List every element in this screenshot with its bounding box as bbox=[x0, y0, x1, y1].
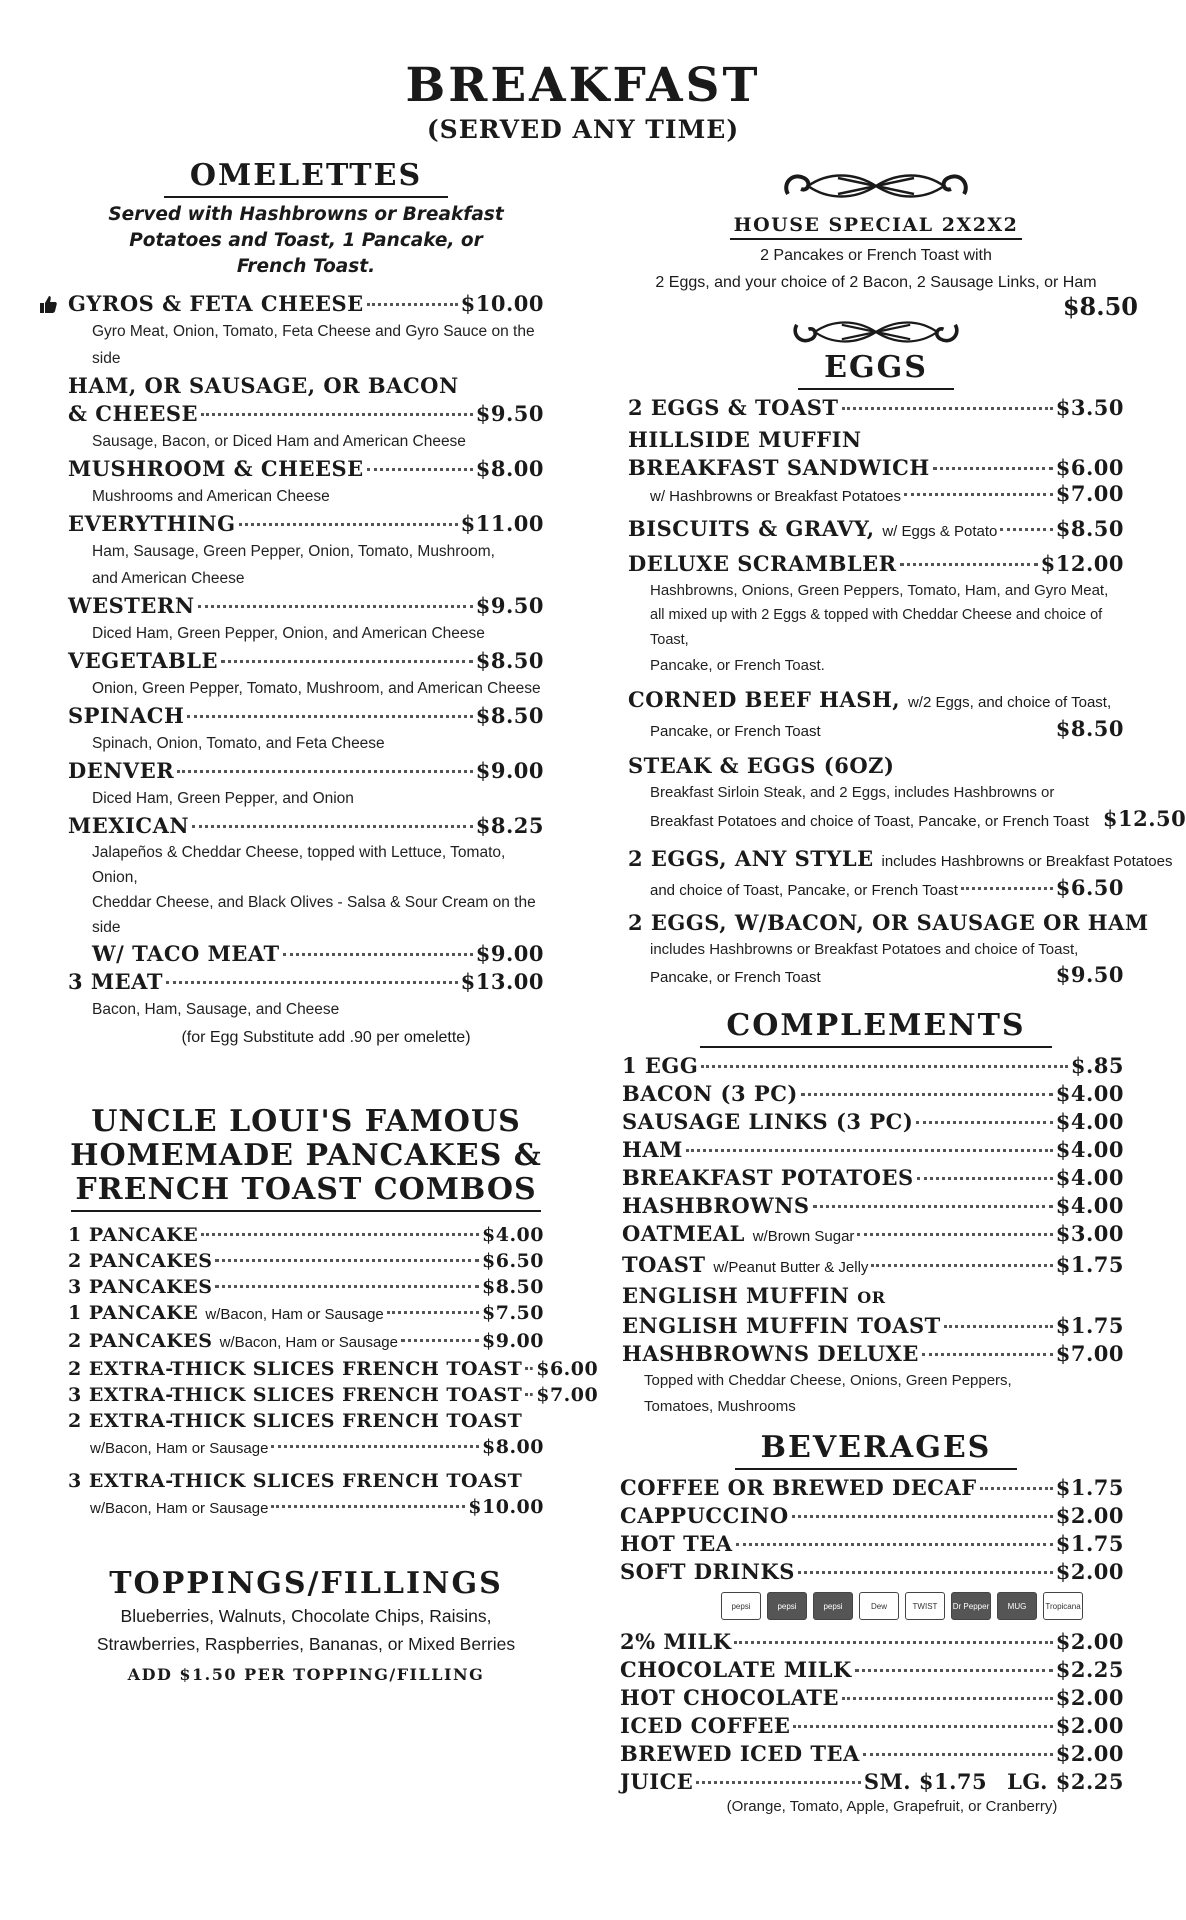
thumbs-up-icon bbox=[38, 294, 58, 314]
menu-item: OATMEAL w/Brown Sugar $3.00 bbox=[622, 1221, 1124, 1246]
egg-substitute-note: (for Egg Substitute add .90 per omelette) bbox=[181, 1029, 471, 1046]
menu-item: ENGLISH MUFFIN TOAST $1.75 bbox=[622, 1313, 1124, 1338]
menu-item-option: w/ Hashbrowns or Breakfast Potatoes $7.00 bbox=[650, 481, 1124, 506]
house-special-price: $8.50 bbox=[1062, 292, 1138, 321]
menu-item: SAUSAGE LINKS (3 PC) $4.00 bbox=[622, 1109, 1124, 1134]
menu-item: GYROS & FETA CHEESE $10.00 bbox=[68, 291, 544, 316]
item-description: (Orange, Tomato, Apple, Grapefruit, or Cranberry) bbox=[726, 1798, 1058, 1815]
item-description: Topped with Cheddar Cheese, Onions, Green Peppers, bbox=[644, 1372, 1012, 1389]
menu-item-heading: 2 EGGS, W/BACON, OR SAUSAGE OR HAM bbox=[628, 910, 1149, 935]
item-description: Mushrooms and American Cheese bbox=[92, 488, 330, 505]
menu-item: HOT TEA $1.75 bbox=[620, 1531, 1124, 1556]
item-description: includes Hashbrowns or Breakfast Potatoes and choice of Toast, bbox=[650, 941, 1079, 958]
toppings-heading: TOPPINGS/FILLINGS bbox=[109, 1566, 503, 1601]
menu-item: HASHBROWNS $4.00 bbox=[622, 1193, 1124, 1218]
soft-drink-logos bbox=[680, 1592, 1124, 1620]
menu-item: 2% MILK $2.00 bbox=[620, 1629, 1124, 1654]
menu-item: w/Bacon, Ham or Sausage $8.00 bbox=[90, 1436, 544, 1458]
item-description: Breakfast Sirloin Steak, and 2 Eggs, includes Hashbrowns or bbox=[650, 784, 1055, 801]
complements-list bbox=[622, 1052, 1124, 1420]
menu-item: 1 PANCAKE $4.00 bbox=[68, 1224, 544, 1246]
sierra-mist-twist-logo-icon: TWIST bbox=[905, 1592, 945, 1620]
item-description: Diced Ham, Green Pepper, and Onion bbox=[92, 790, 354, 807]
menu-item: Pancake, or French Toast $9.50 bbox=[650, 962, 1124, 987]
pancakes-list bbox=[68, 1222, 599, 1522]
flourish-ornament-icon bbox=[778, 314, 974, 350]
flourish-ornament-icon bbox=[778, 166, 974, 206]
menu-item: CAPPUCCINO $2.00 bbox=[620, 1503, 1124, 1528]
menu-item: and choice of Toast, Pancake, or French Toast $6.50 bbox=[650, 875, 1124, 900]
item-description: Pancake, or French Toast. bbox=[650, 657, 825, 674]
menu-item: 2 EGGS & TOAST $3.50 bbox=[628, 395, 1124, 420]
menu-item: EVERYTHING $11.00 bbox=[68, 511, 544, 536]
menu-item: BISCUITS & GRAVY, w/ Eggs & Potato $8.50 bbox=[628, 516, 1124, 541]
menu-item: 3 PANCAKES $8.50 bbox=[68, 1276, 544, 1298]
menu-item: VEGETABLE $8.50 bbox=[68, 648, 544, 673]
menu-item: BACON (3 PC) $4.00 bbox=[622, 1081, 1124, 1106]
menu-item: BREAKFAST POTATOES $4.00 bbox=[622, 1165, 1124, 1190]
menu-item: CHOCOLATE MILK $2.25 bbox=[620, 1657, 1124, 1682]
item-description: all mixed up with 2 Eggs & topped with Cheddar Cheese and choice of Toast, bbox=[650, 607, 1103, 648]
menu-item: WESTERN $9.50 bbox=[68, 593, 544, 618]
menu-item-heading: 2 EGGS, ANY STYLE includes Hashbrowns or Breakfast Potatoes bbox=[628, 846, 1173, 871]
menu-subtitle: (SERVED ANY TIME) bbox=[426, 115, 740, 144]
menu-item: 3 EXTRA-THICK SLICES FRENCH TOAST $7.00 bbox=[68, 1384, 599, 1406]
item-description: Onion, Green Pepper, Tomato, Mushroom, and American Cheese bbox=[92, 680, 541, 697]
omelettes-list bbox=[68, 290, 544, 1053]
menu-item: JUICE SM. $1.75 LG. $2.25 bbox=[620, 1769, 1124, 1794]
menu-item: w/Bacon, Ham or Sausage $10.00 bbox=[90, 1496, 544, 1518]
menu-item: DELUXE SCRAMBLER $12.00 bbox=[628, 551, 1124, 576]
menu-item-heading: STEAK & EGGS (6OZ) bbox=[628, 753, 895, 778]
beverages-heading: BEVERAGES bbox=[628, 1430, 1124, 1470]
menu-header bbox=[0, 58, 1166, 146]
toppings-line: Blueberries, Walnuts, Chocolate Chips, Raisins, bbox=[120, 1606, 492, 1626]
item-description: Gyro Meat, Onion, Tomato, Feta Cheese and Gyro Sauce on the side bbox=[92, 323, 535, 367]
item-description: Jalapeños & Cheddar Cheese, topped with Lettuce, Tomato, Onion, bbox=[92, 844, 506, 886]
right-column bbox=[620, 166, 1186, 1818]
menu-item: 1 EGG $.85 bbox=[622, 1053, 1124, 1078]
menu-title: BREAKFAST bbox=[405, 58, 761, 113]
menu-item-heading: HAM, OR SAUSAGE, OR BACON bbox=[68, 373, 459, 398]
menu-item: HAM $4.00 bbox=[622, 1137, 1124, 1162]
dr-pepper-logo-icon: Dr Pepper bbox=[951, 1592, 991, 1620]
item-description: Ham, Sausage, Green Pepper, Onion, Tomato, Mushroom, bbox=[92, 543, 495, 560]
item-description: Tomatoes, Mushrooms bbox=[644, 1398, 796, 1415]
pancakes-heading: UNCLE LOUI'S FAMOUS HOMEMADE PANCAKES & FRENCH TOAST COMBOS bbox=[68, 1105, 544, 1212]
eggs-heading: EGGS bbox=[628, 350, 1124, 390]
item-description: Sausage, Bacon, or Diced Ham and American Cheese bbox=[92, 433, 466, 450]
menu-item: DENVER $9.00 bbox=[68, 758, 544, 783]
item-description: Hashbrowns, Onions, Green Peppers, Tomato, Ham, and Gyro Meat, bbox=[650, 582, 1109, 599]
beverages-list bbox=[620, 1474, 1124, 1818]
omelettes-heading: OMELETTES bbox=[68, 158, 544, 198]
menu-item: HOT CHOCOLATE $2.00 bbox=[620, 1685, 1124, 1710]
toppings-line: Strawberries, Raspberries, Bananas, or Mixed Berries bbox=[96, 1634, 516, 1654]
menu-item: MUSHROOM & CHEESE $8.00 bbox=[68, 456, 544, 481]
item-description: and American Cheese bbox=[92, 570, 245, 587]
menu-item: MEXICAN $8.25 bbox=[68, 813, 544, 838]
house-special-title: HOUSE SPECIAL 2X2X2 bbox=[628, 212, 1124, 238]
item-description: Cheddar Cheese, and Black Olives - Salsa & Sour Cream on the side bbox=[92, 894, 536, 936]
left-column bbox=[68, 158, 599, 1692]
menu-item-heading: ENGLISH MUFFIN OR bbox=[622, 1283, 886, 1308]
menu-item-heading: 2 EXTRA-THICK SLICES FRENCH TOAST bbox=[68, 1410, 523, 1432]
menu-item-heading: CORNED BEEF HASH, w/2 Eggs, and choice of Toast, bbox=[628, 687, 1112, 712]
menu-item: 2 PANCAKES $6.50 bbox=[68, 1250, 544, 1272]
menu-item: ICED COFFEE $2.00 bbox=[620, 1713, 1124, 1738]
pepsi-zero-logo-icon: pepsi bbox=[813, 1592, 853, 1620]
tropicana-logo-icon: Tropicana bbox=[1043, 1592, 1083, 1620]
menu-item: SOFT DRINKS $2.00 bbox=[620, 1559, 1124, 1584]
item-description: Diced Ham, Green Pepper, Onion, and American Cheese bbox=[92, 625, 485, 642]
omelettes-intro: Served with Hashbrowns or Breakfast Potatoes and Toast, 1 Pancake, or French Toast. bbox=[108, 204, 504, 277]
item-description: Spinach, Onion, Tomato, and Feta Cheese bbox=[92, 735, 385, 752]
menu-item: W/ TACO MEAT $9.00 bbox=[92, 941, 544, 966]
menu-item: BREWED ICED TEA $2.00 bbox=[620, 1741, 1124, 1766]
menu-item: BREAKFAST SANDWICH $6.00 bbox=[628, 455, 1124, 480]
house-special-line: 2 Eggs, and your choice of 2 Bacon, 2 Sausage Links, or Ham bbox=[655, 274, 1097, 291]
menu-item: 2 EXTRA-THICK SLICES FRENCH TOAST $6.00 bbox=[68, 1358, 599, 1380]
menu-item: Breakfast Potatoes and choice of Toast, Pancake, or French Toast $12.50 bbox=[650, 806, 1186, 831]
house-special-line: 2 Pancakes or French Toast with bbox=[760, 247, 992, 264]
mug-root-beer-logo-icon: MUG bbox=[997, 1592, 1037, 1620]
menu-item: SPINACH $8.50 bbox=[68, 703, 544, 728]
menu-item-heading: HILLSIDE MUFFIN bbox=[628, 427, 862, 452]
menu-item: HASHBROWNS DELUXE $7.00 bbox=[622, 1341, 1124, 1366]
item-description: Bacon, Ham, Sausage, and Cheese bbox=[92, 1001, 340, 1018]
complements-heading: COMPLEMENTS bbox=[628, 1008, 1124, 1048]
menu-item: TOAST w/Peanut Butter & Jelly $1.75 bbox=[622, 1252, 1124, 1277]
menu-item: COFFEE OR BREWED DECAF $1.75 bbox=[620, 1475, 1124, 1500]
menu-item-heading: 3 EXTRA-THICK SLICES FRENCH TOAST bbox=[68, 1470, 523, 1492]
diet-pepsi-logo-icon: pepsi bbox=[767, 1592, 807, 1620]
mountain-dew-logo-icon: Dew bbox=[859, 1592, 899, 1620]
menu-item: 2 PANCAKES w/Bacon, Ham or Sausage $9.00 bbox=[68, 1330, 544, 1352]
eggs-list bbox=[628, 394, 1186, 990]
menu-item: 3 MEAT $13.00 bbox=[68, 969, 544, 994]
pepsi-logo-icon: pepsi bbox=[721, 1592, 761, 1620]
toppings-price: ADD $1.50 PER TOPPING/FILLING bbox=[127, 1665, 485, 1684]
menu-item: 1 PANCAKE w/Bacon, Ham or Sausage $7.50 bbox=[68, 1302, 544, 1324]
menu-item: Pancake, or French Toast $8.50 bbox=[650, 716, 1124, 741]
menu-item: & CHEESE $9.50 bbox=[68, 401, 544, 426]
